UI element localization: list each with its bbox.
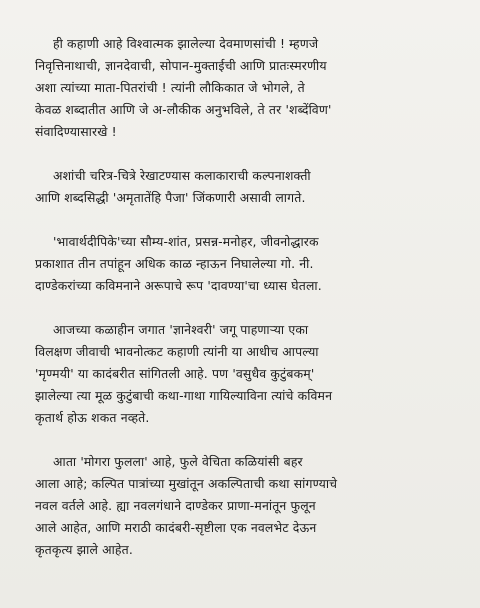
- text-line: आजच्या कळाहीन जगात 'ज्ञानेश्वरी' जगू पाहणाऱ्या एका: [53, 322, 309, 337]
- paragraph-1: [35, 33, 458, 143]
- text-line: प्रकाशात तीन तपांहून अधिक काळ न्हाऊन निघालेल्या गो. नी.: [35, 256, 314, 271]
- text-line: कृतकृत्य झाले आहेत.: [35, 542, 133, 557]
- text-line: आणि शब्दसिद्धी 'अमृतातेंहि पैजा' जिंकणारी असावी लागते.: [35, 190, 306, 205]
- text-line: नवल वर्तले आहे. ह्या नवलगंधाने दाण्डेकर प्राणा-मनांतून फुलून: [35, 498, 316, 513]
- text-line: अशा त्यांच्या माता-पितरांची ! त्यांनी लौकिकात जे भोगले, ते: [35, 80, 305, 95]
- paragraph-3: [35, 231, 458, 297]
- text-line: आला आहे; कल्पित पात्रांच्या मुखांतून अकल्पिताची कथा सांगण्याचे: [35, 476, 338, 491]
- paragraph-4: [35, 319, 458, 429]
- text-line: 'भावार्थदीपिके'च्या सौम्य-शांत, प्रसन्न-मनोहर, जीवनोद्धारक: [53, 234, 319, 249]
- text-line: आले आहेत, आणि मराठी कादंबरी-सृष्टीला एक नवलभेट देऊन: [35, 520, 317, 535]
- text-line: झालेल्या त्या मूळ कुटुंबाची कथा-गाथा गायिल्याविना त्यांचे कविमन: [35, 388, 333, 403]
- text-line: 'मृण्मयी' या कादंबरीत सांगितली आहे. पण 'वसुधैव कुटुंबकम्': [35, 366, 315, 381]
- text-line: निवृत्तिनाथाची, ज्ञानदेवाची, सोपान-मुक्ताईची आणि प्रातःस्मरणीय: [35, 58, 327, 73]
- text-line: आता 'मोगरा फुलला' आहे, फुले वेचिता कळियांसी बहर: [53, 454, 303, 469]
- text-line: विलक्षण जीवाची भावनोत्कट कहाणी त्यांनी या आधीच आपल्या: [35, 344, 319, 359]
- text-line: संवादिण्यासारखे !: [35, 124, 117, 139]
- text-line: अशांची चरित्र-चित्रे रेखाटण्यास कलाकाराची कल्पनाशक्ती: [53, 168, 311, 183]
- paragraph-2: [35, 165, 458, 209]
- text-line: ही कहाणी आहे विश्वात्मक झालेल्या देवमाणसांची ! म्हणजे: [53, 36, 319, 51]
- paragraph-5: [35, 451, 458, 561]
- text-line: केवळ शब्दातीत आणि जे अ-लौकीक अनुभविले, ते तर 'शब्देंविण': [35, 102, 332, 117]
- text-line: दाण्डेकरांच्या कविमनाने अरूपाचे रूप 'दावण्या'चा ध्यास घेतला.: [35, 278, 322, 293]
- text-line: कृतार्थ होऊ शकत नव्हते.: [35, 410, 150, 425]
